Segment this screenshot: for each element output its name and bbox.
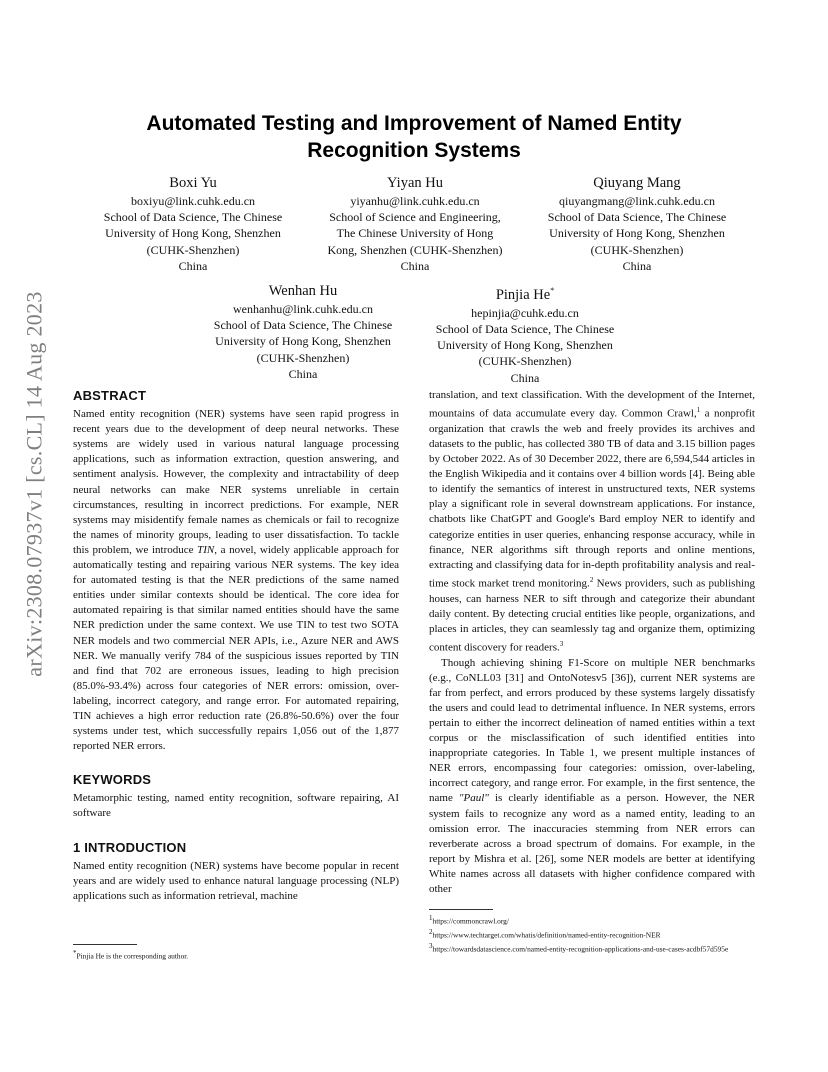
- author-affiliation-line: (CUHK-Shenzhen): [256, 350, 350, 365]
- footnote-mark: 2: [429, 927, 433, 936]
- abstract-heading: ABSTRACT: [73, 388, 147, 403]
- author-block-3: [528, 173, 746, 274]
- author-affiliation-line: University of Hong Kong, Shenzhen: [105, 226, 281, 241]
- author-affiliation-line: (CUHK-Shenzhen): [146, 242, 240, 257]
- footnote-url: https://towardsdatascience.com/named-entity-recognition-applications-and-use-cases-acdbf57d595e: [432, 944, 729, 954]
- footnote-text: Pinjia He is the corresponding author.: [76, 951, 189, 961]
- paper-title: Automated Testing and Improvement of Named Entity Recognition Systems: [146, 112, 682, 162]
- footnote-item: [429, 927, 759, 941]
- intro-text-part: translation, and text classification. With the development of the Internet, mountains of data accumulate every day. Common Crawl,: [429, 389, 755, 420]
- intro-text-part: is clearly identifiable as a person. However, the NER system fails to recognize any word as a named entity, leading to an omission error. The inaccuracies stemming from NER errors can reverberate across a broad spectrum of domains. For example, in the report by Mishra et al. [26], some NER models are better at identifying White names across all datasets with higher confidence compared with other: [429, 792, 755, 895]
- author-email: yiyanhu@link.cuhk.edu.cn: [350, 194, 480, 208]
- introduction-text: Named entity recognition (NER) systems have become popular in recent years and are widely used to enhance natural language processing (NLP) applications such as information retrieval, machine: [73, 859, 399, 902]
- footnote-rule: [73, 944, 137, 945]
- arxiv-id: arXiv:2308.07937v1 [cs.CL] 14 Aug 2023: [22, 291, 47, 677]
- footnote-ref: 3: [559, 639, 564, 648]
- author-block-5: [416, 281, 634, 386]
- author-affiliation-line: School of Science and Engineering,: [329, 210, 501, 225]
- abstract-text-part: , a novel, widely applicable approach for automatically testing and repairing various NER systems. The key idea for automated testing is that the NER predictions of the same named entities under similar contexts should be identical. The core idea for automated repairing is that similar named entities should have the same NER prediction under the same context. We use TIN to test two SOTA NER models and two commercial NER APIs, i.e., Azure NER and AWS NER. We manually verify 784 of the suspicious issues reported by TIN and find that 702 are erroneous issues, leading to high precision (85.0%-93.4%) across four categories of NER errors: omission, over-labeling, incorrect category, and range error. For automated repairing, TIN achieves a high error reduction rate (26.8%-50.6%) over the four systems under test, which successfully repairs 1,056 out of the 1,877 reported NER errors.: [73, 543, 400, 753]
- tin-name: TIN: [197, 543, 215, 556]
- footnote-item: [429, 913, 759, 927]
- footnotes-urls: [429, 913, 759, 955]
- author-email: hepinjia@cuhk.edu.cn: [471, 305, 579, 320]
- author-block-4: [194, 281, 412, 382]
- author-block-2: [306, 173, 524, 274]
- author-affiliation-line: School of Data Science, The Chinese: [103, 210, 283, 225]
- author-affiliation-line: University of Hong Kong, Shenzhen: [215, 334, 391, 349]
- author-email: wenhanhu@link.cuhk.edu.cn: [232, 302, 373, 316]
- footnote-ref: 2: [589, 575, 594, 584]
- author-affiliation-line: School of Data Science, The Chinese: [547, 210, 727, 225]
- footnote-mark: 3: [429, 941, 433, 950]
- author-name-text: Pinjia He: [495, 286, 551, 303]
- author-affiliation-line: China: [510, 370, 540, 385]
- keywords-text: Metamorphic testing, named entity recognition, software repairing, AI software: [73, 792, 399, 820]
- author-name: Wenhan Hu: [268, 283, 338, 299]
- footnote-ref: 1: [696, 406, 701, 415]
- footnote-mark: *: [73, 949, 77, 957]
- example-name: "Paul": [458, 792, 489, 805]
- author-affiliation-line: China: [288, 366, 318, 381]
- intro-text-part: News providers, such as publishing houses, can harness NER to sift through and categorize their abundant daily content. By detecting crucial entities like people, organizations, and places in articles, they can seamlessly tag and organize them, optimizing content discovery for readers.: [429, 577, 755, 654]
- author-affiliation-line: School of Data Science, The Chinese: [435, 322, 615, 337]
- author-name: Qiuyang Mang: [593, 175, 681, 191]
- left-column: [73, 388, 399, 904]
- corresponding-mark: *: [550, 286, 555, 295]
- footnote-url: https://www.techtarget.com/whatis/definition/named-entity-recognition-NER: [432, 930, 661, 940]
- author-affiliation-line: School of Data Science, The Chinese: [213, 318, 393, 333]
- author-affiliation-line: China: [178, 258, 208, 273]
- author-name: Boxi Yu: [169, 175, 217, 191]
- arxiv-stamp: [22, 288, 48, 680]
- footnote-url: https://commoncrawl.org/: [432, 916, 509, 926]
- abstract-text: [73, 407, 399, 754]
- author-affiliation-line: University of Hong Kong, Shenzhen: [437, 338, 613, 353]
- keywords-heading: KEYWORDS: [73, 772, 152, 788]
- author-block-1: [84, 173, 302, 274]
- author-affiliation-line: (CUHK-Shenzhen): [590, 242, 684, 257]
- author-affiliation-line: Kong, Shenzhen (CUHK-Shenzhen): [327, 242, 503, 257]
- author-affiliation-line: (CUHK-Shenzhen): [478, 354, 572, 369]
- author-email: qiuyangmang@link.cuhk.edu.cn: [558, 194, 716, 208]
- footnote-corresponding: [73, 948, 403, 962]
- abstract-text-part: Named entity recognition (NER) systems have seen rapid progress in recent years due to the development of deep neural networks. These systems are widely used in various natural language processing applications, such as information extraction, question answering, and sentiment analysis. However, the complexity and intractability of deep neural networks can make NER systems unreliable in certain circumstances, resulting in incorrect predictions. For example, NER systems may misidentify female names as chemicals or fail to recognize the names of minority groups, leading to user dissatisfaction. To tackle this problem, we introduce: [73, 408, 399, 556]
- author-affiliation-line: China: [400, 258, 430, 273]
- intro-text-part: a nonprofit organization that crawls the web and freely provides its archives and datasets to the public, has collected 380 TB of data and 3.15 billion pages by October 2022. As of 30 December 2022, there are 6,594,544 articles in the English Wikipedia and it contains over 4 billion words [4]. Being able to identify the semantics of interest in unstructured texts, NER systems play a significant role in several downstream applications. For instance, chatbots like ChatGPT and Google's Bard employ NER to identify and categorize entities in user queries, enhancing response accuracy, while in finance, NER algorithms sift through reports and online mentions, extracting and classifying data for in-depth profitability analysis and real-time stock market trend monitoring.: [429, 407, 755, 590]
- author-email: boxiyu@link.cuhk.edu.cn: [130, 194, 256, 208]
- footnote-rule: [429, 909, 493, 910]
- author-affiliation-line: China: [622, 258, 652, 273]
- author-affiliation-line: The Chinese University of Hong: [336, 226, 494, 241]
- introduction-paragraph: [429, 656, 755, 898]
- author-name: [416, 281, 634, 305]
- introduction-heading: 1 INTRODUCTION: [73, 839, 187, 855]
- author-affiliation-line: University of Hong Kong, Shenzhen: [549, 226, 725, 241]
- introduction-paragraph: [429, 388, 755, 656]
- author-name: Yiyan Hu: [387, 175, 443, 191]
- footnote-mark: 1: [429, 914, 433, 922]
- footnote-item: [429, 941, 759, 955]
- right-column: [429, 388, 755, 897]
- intro-text-part: Though achieving shining F1-Score on multiple NER benchmarks (e.g., CoNLL03 [31] and OntoNotesv5 [36]), current NER systems are far from perfect, and errors produced by these systems largely dissatisfy the users and could lead to detrimental influence. In NER systems, errors pertain to either the incorrect delineation of named entities within a text corpus or the misclassification of such identified entities into inappropriate categories. In Table 1, we present multiple instances of NER errors, encompassing four categories: omission, over-labeling, incorrect category, and range error. For example, in the first sentence, the name: [429, 656, 755, 805]
